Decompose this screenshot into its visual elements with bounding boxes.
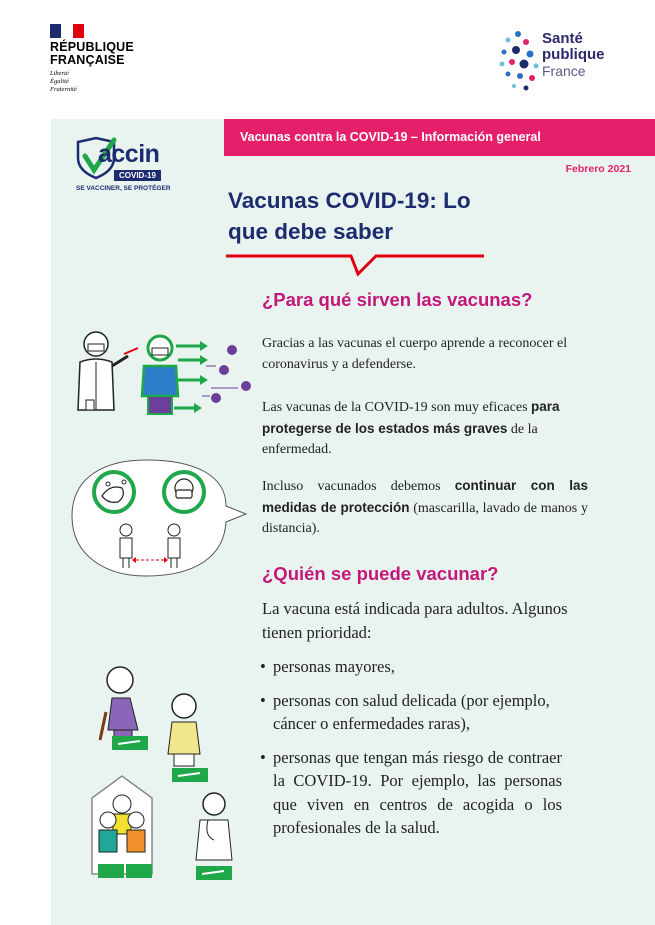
mask-icon: [164, 472, 204, 512]
agency-name-line2: publique: [542, 46, 605, 63]
defense-arrows-icon: [174, 341, 208, 413]
motto-egalite: Égalité: [50, 78, 69, 85]
list-item: • personas con salud delicada (por ejemplo, cáncer o enfermedades raras),: [260, 689, 590, 736]
covid-tag: COVID-19: [114, 170, 161, 181]
care-home-icon: [92, 776, 152, 878]
sante-publique-france-logo: [498, 28, 628, 96]
purpose-paragraph-3: Incluso vacunados debemos continuar con las medidas de protección (mascarilla, lavado de manos y distancia).: [262, 478, 588, 536]
vaccination-illustration: [66, 326, 256, 420]
agency-name-line3: France: [542, 63, 586, 79]
priority-groups-illustration: [86, 664, 246, 890]
fragile-person-icon: [168, 694, 208, 782]
gov-name-line1: RÉPUBLIQUE: [50, 40, 134, 54]
doctor-icon: [78, 332, 138, 410]
agency-name-line1: Santé: [542, 30, 583, 47]
elderly-person-icon: [100, 667, 148, 750]
health-professional-icon: [196, 793, 232, 880]
protective-measures-bubble: [66, 456, 248, 582]
republique-francaise-logo: [50, 24, 160, 94]
page-title: Vacunas COVID-19: Lo que debe saber: [228, 188, 471, 244]
motto-liberte: Liberté: [50, 70, 69, 77]
handwashing-icon: [94, 472, 134, 512]
motto-fraternite: Fraternité: [50, 86, 77, 93]
gov-name-line2: FRANÇAISE: [50, 53, 125, 67]
priority-groups-list: [260, 655, 590, 850]
motto: [50, 70, 160, 94]
topic-banner: Vacunas contra la COVID-19 – Información general: [224, 119, 655, 156]
list-item: • personas que tengan más riesgo de contraer la COVID-19. Por ejemplo, las personas que viven en centros de acogida o los profesionales de la salud.: [260, 746, 562, 840]
patient-icon: [142, 336, 178, 414]
vaccin-campaign-logo: [74, 136, 184, 196]
eligibility-intro: La vacuna está indicada para adultos. Algunos tienen prioridad:: [262, 599, 568, 642]
virus-icon: [202, 345, 251, 403]
title-speech-underline: [226, 248, 486, 278]
purpose-paragraph-3-bold: continuar con las medidas de protección: [262, 478, 588, 515]
list-item: • personas mayores,: [260, 655, 590, 679]
vaccin-word: accin: [98, 140, 160, 168]
purpose-paragraph-2: Las vacunas de la COVID-19 son muy eficaces para protegerse de los estados más graves de la enfermedad.: [262, 399, 560, 457]
section-heading-eligibility: ¿Quién se puede vacunar?: [262, 563, 499, 584]
campaign-slogan: SE VACCINER, SE PROTÉGER: [76, 185, 171, 192]
spf-dots-icon: [498, 28, 542, 96]
purpose-paragraph-2-bold: para protegerse de los estados más graves: [262, 399, 560, 436]
section-heading-purpose: ¿Para qué sirven las vacunas?: [262, 289, 533, 310]
marianne-flag-icon: [50, 24, 84, 38]
publication-date: Febrero 2021: [565, 163, 631, 175]
purpose-paragraph-1: Gracias a las vacunas el cuerpo aprende a reconocer el coronavirus y a defenderse.: [262, 336, 568, 372]
